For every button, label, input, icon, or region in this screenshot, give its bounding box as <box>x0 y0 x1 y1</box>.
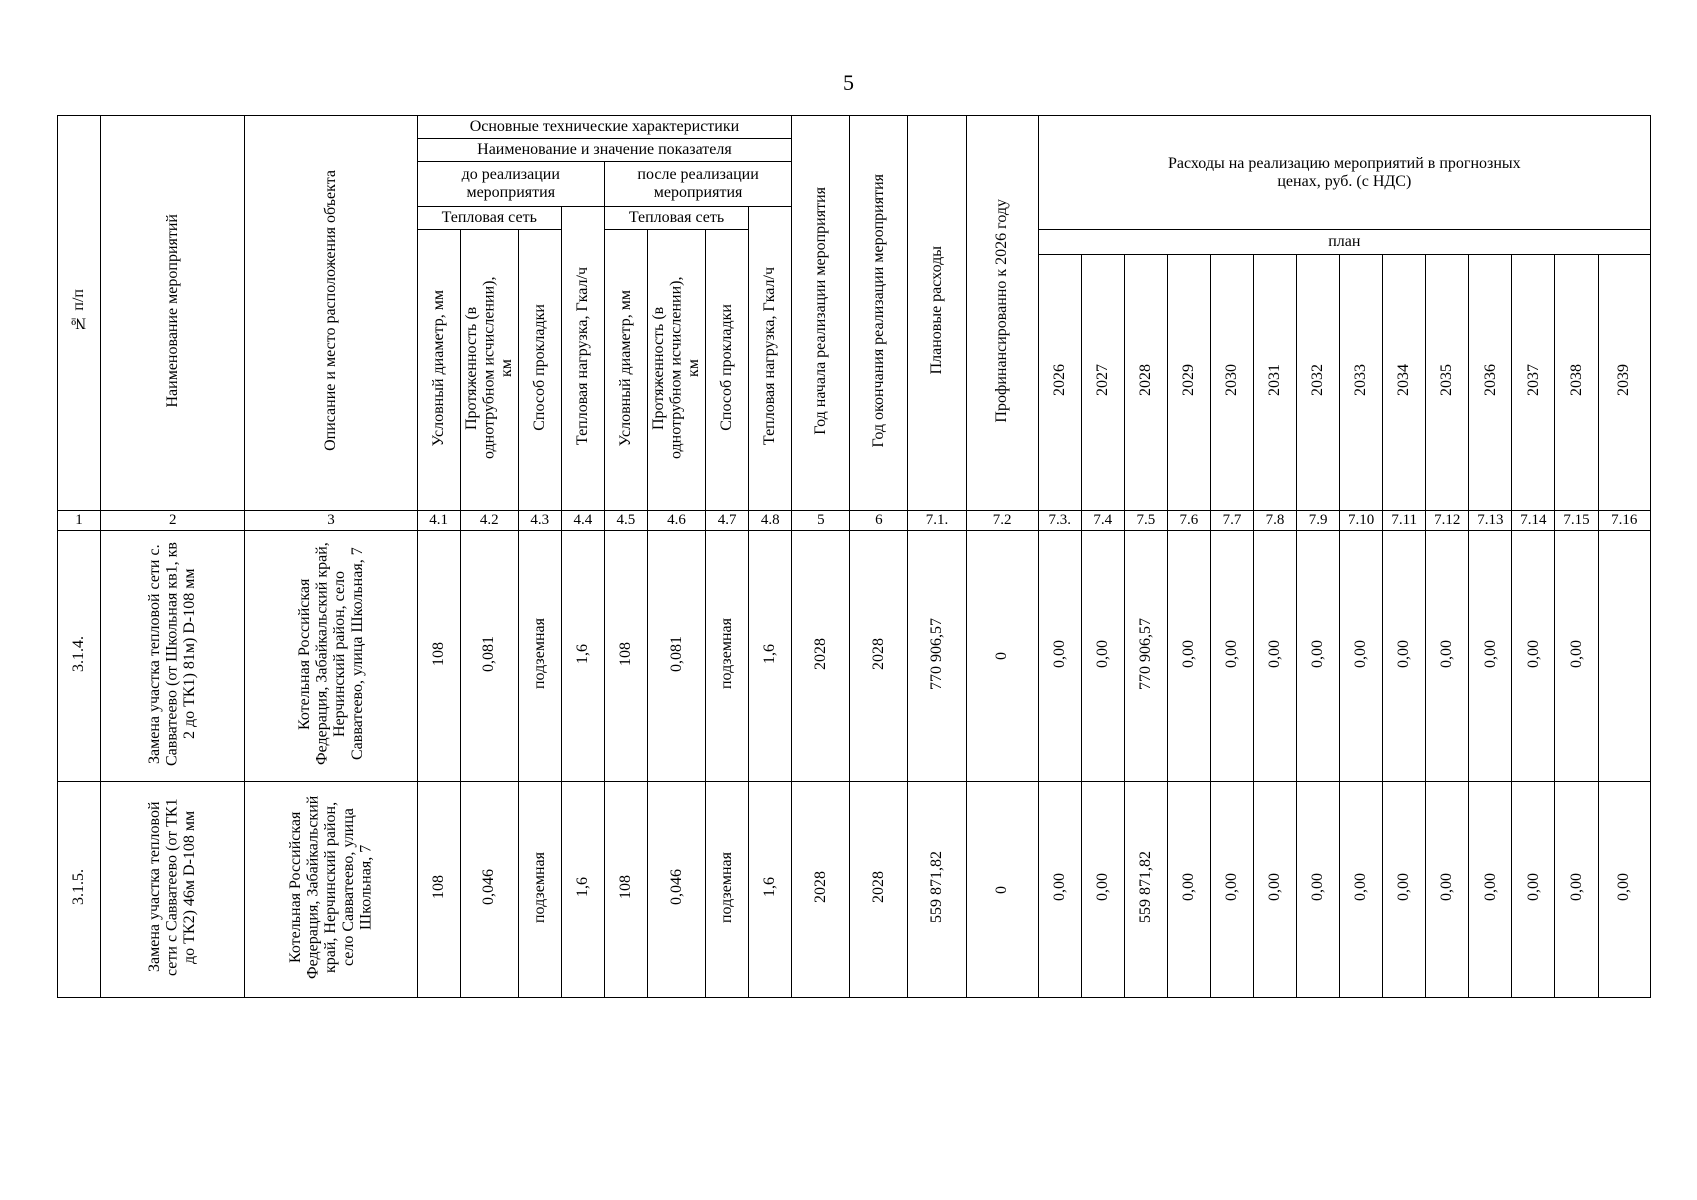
column-number: 7.16 <box>1598 511 1651 531</box>
column-number: 7.1. <box>908 511 966 531</box>
header-laying-after: Способ прокладки <box>706 230 749 511</box>
column-number: 4.1 <box>417 511 460 531</box>
column-number: 7.15 <box>1555 511 1598 531</box>
header-year: 2032 <box>1297 255 1340 511</box>
header-year: 2030 <box>1210 255 1253 511</box>
header-expenses: Расходы на реализацию мероприятий в прогнозных ценах, руб. (с НДС) <box>1038 116 1650 230</box>
row-year-value: 0,00 <box>1254 782 1297 998</box>
column-numbers-row <box>58 511 1651 531</box>
row-num: 3.1.4. <box>58 531 101 782</box>
row-year-value: 0,00 <box>1555 782 1598 998</box>
row-length-before: 0,046 <box>460 782 518 998</box>
row-end-year: 2028 <box>850 782 908 998</box>
row-year-value: 0,00 <box>1167 782 1210 998</box>
header-laying-before: Способ прокладки <box>518 230 561 511</box>
header-year: 2026 <box>1038 255 1081 511</box>
row-laying-after: подземная <box>706 531 749 782</box>
column-number: 7.11 <box>1383 511 1426 531</box>
row-year-value: 0,00 <box>1512 782 1555 998</box>
column-number: 4.6 <box>647 511 705 531</box>
row-diameter-before: 108 <box>417 531 460 782</box>
row-load-before: 1,6 <box>561 531 604 782</box>
row-start-year: 2028 <box>792 531 850 782</box>
column-number: 7.13 <box>1469 511 1512 531</box>
row-year-value: 0,00 <box>1081 782 1124 998</box>
row-length-after: 0,081 <box>647 531 705 782</box>
row-num: 3.1.5. <box>58 782 101 998</box>
header-year: 2036 <box>1469 255 1512 511</box>
investment-table <box>57 115 1651 998</box>
header-length-before: Протяженность (в однотрубном исчислении), км <box>460 230 518 511</box>
row-year-value <box>1598 531 1651 782</box>
row-description: Котельная Российская Федерация, Забайкальский край, Нерчинский район, село Савватеево, улица Школьная, 7 <box>245 531 417 782</box>
header-start-year: Год начала реализации мероприятия <box>792 116 850 511</box>
row-year-value: 0,00 <box>1081 531 1124 782</box>
column-number: 4.2 <box>460 511 518 531</box>
row-year-value: 0,00 <box>1038 782 1081 998</box>
row-year-value: 0,00 <box>1167 531 1210 782</box>
row-year-value: 0,00 <box>1555 531 1598 782</box>
header-load-after: Тепловая нагрузка, Гкал/ч <box>749 207 792 511</box>
row-name: Замена участка тепловой сети с Савватеево (от ТК1 до ТК2) 46м D-108 мм <box>101 782 245 998</box>
row-year-value: 0,00 <box>1210 531 1253 782</box>
column-number: 7.14 <box>1512 511 1555 531</box>
row-description: Котельная Российская Федерация, Забайкальский край, Нерчинский район, село Савватеево, улица Школьная, 7 <box>245 782 417 998</box>
row-year-value: 559 871,82 <box>1124 782 1167 998</box>
column-number: 7.8 <box>1254 511 1297 531</box>
column-number: 7.5 <box>1124 511 1167 531</box>
column-number: 7.12 <box>1426 511 1469 531</box>
header-year: 2037 <box>1512 255 1555 511</box>
page-number: 5 <box>843 70 854 95</box>
column-number: 3 <box>245 511 417 531</box>
row-year-value: 0,00 <box>1254 531 1297 782</box>
column-number: 6 <box>850 511 908 531</box>
row-year-value: 770 906,57 <box>1124 531 1167 782</box>
row-year-value: 0,00 <box>1297 782 1340 998</box>
column-number: 7.6 <box>1167 511 1210 531</box>
row-name: Замена участка тепловой сети с. Савватеево (от Школьная кв1, кв 2 до ТК1) 81м) D-108 мм <box>101 531 245 782</box>
row-prefunded: 0 <box>966 531 1038 782</box>
column-number: 7.4 <box>1081 511 1124 531</box>
header-planned: Плановые расходы <box>908 116 966 511</box>
header-tech-main: Основные технические характеристики <box>417 116 792 139</box>
header-year: 2038 <box>1555 255 1598 511</box>
row-year-value: 0,00 <box>1512 531 1555 782</box>
row-load-after: 1,6 <box>749 531 792 782</box>
row-diameter-after: 108 <box>604 531 647 782</box>
column-number: 4.5 <box>604 511 647 531</box>
table-row <box>58 531 1651 782</box>
row-year-value: 0,00 <box>1469 782 1512 998</box>
header-load-before: Тепловая нагрузка, Гкал/ч <box>561 207 604 511</box>
row-planned: 559 871,82 <box>908 782 966 998</box>
row-length-before: 0,081 <box>460 531 518 782</box>
row-year-value: 0,00 <box>1383 782 1426 998</box>
header-year: 2028 <box>1124 255 1167 511</box>
row-prefunded: 0 <box>966 782 1038 998</box>
header-end-year: Год окончания реализации мероприятия <box>850 116 908 511</box>
header-length-after: Протяженность (в однотрубном исчислении), км <box>647 230 705 511</box>
row-year-value: 0,00 <box>1426 782 1469 998</box>
column-number: 7.2 <box>966 511 1038 531</box>
header-diameter-before: Условный диаметр, мм <box>417 230 460 511</box>
row-load-after: 1,6 <box>749 782 792 998</box>
header-prefunded: Профинансированно к 2026 году <box>966 116 1038 511</box>
header-before: до реализации мероприятия <box>417 162 604 207</box>
header-year: 2033 <box>1340 255 1383 511</box>
row-year-value: 0,00 <box>1340 782 1383 998</box>
table-row <box>58 782 1651 998</box>
row-load-before: 1,6 <box>561 782 604 998</box>
header-plan: план <box>1038 230 1650 255</box>
row-year-value: 0,00 <box>1426 531 1469 782</box>
header-description: Описание и место расположения объекта <box>245 116 417 511</box>
row-year-value: 0,00 <box>1469 531 1512 782</box>
row-year-value: 0,00 <box>1297 531 1340 782</box>
column-number: 7.3. <box>1038 511 1081 531</box>
row-year-value: 0,00 <box>1340 531 1383 782</box>
column-number: 7.10 <box>1340 511 1383 531</box>
row-year-value: 0,00 <box>1038 531 1081 782</box>
column-number: 4.7 <box>706 511 749 531</box>
column-number: 1 <box>58 511 101 531</box>
column-number: 4.3 <box>518 511 561 531</box>
header-year: 2027 <box>1081 255 1124 511</box>
header-heat-network-before: Тепловая сеть <box>417 207 561 230</box>
header-tech-sub: Наименование и значение показателя <box>417 139 792 162</box>
column-number: 7.9 <box>1297 511 1340 531</box>
row-laying-after: подземная <box>706 782 749 998</box>
row-diameter-before: 108 <box>417 782 460 998</box>
row-end-year: 2028 <box>850 531 908 782</box>
row-year-value: 0,00 <box>1210 782 1253 998</box>
column-number: 4.4 <box>561 511 604 531</box>
row-year-value: 0,00 <box>1383 531 1426 782</box>
header-year: 2029 <box>1167 255 1210 511</box>
row-laying-before: подземная <box>518 782 561 998</box>
header-year: 2035 <box>1426 255 1469 511</box>
header-name: Наименование мероприятий <box>101 116 245 511</box>
row-laying-before: подземная <box>518 531 561 782</box>
column-number: 5 <box>792 511 850 531</box>
header-diameter-after: Условный диаметр, мм <box>604 230 647 511</box>
row-planned: 770 906,57 <box>908 531 966 782</box>
column-number: 4.8 <box>749 511 792 531</box>
column-number: 7.7 <box>1210 511 1253 531</box>
header-year: 2034 <box>1383 255 1426 511</box>
header-year: 2031 <box>1254 255 1297 511</box>
row-year-value: 0,00 <box>1598 782 1651 998</box>
row-start-year: 2028 <box>792 782 850 998</box>
row-diameter-after: 108 <box>604 782 647 998</box>
header-year: 2039 <box>1598 255 1651 511</box>
row-length-after: 0,046 <box>647 782 705 998</box>
header-num: № п/п <box>58 116 101 511</box>
header-after: после реализации мероприятия <box>604 162 791 207</box>
column-number: 2 <box>101 511 245 531</box>
header-heat-network-after: Тепловая сеть <box>604 207 748 230</box>
